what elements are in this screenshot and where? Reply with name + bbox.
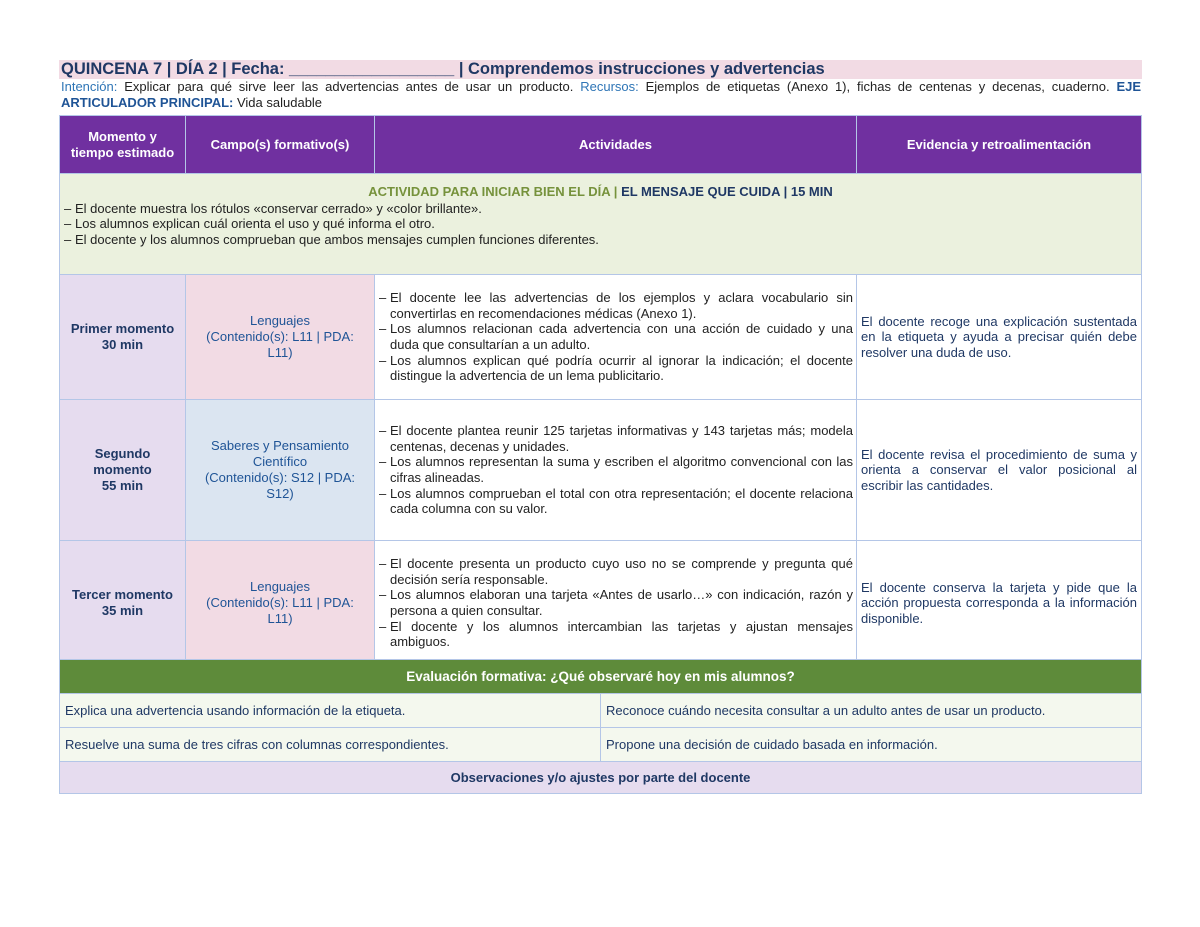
resources-label: Recursos:: [580, 79, 639, 94]
field-cell: Lenguajes (Contenido(s): L11 | PDA: L11): [186, 541, 375, 666]
list-item: – Los alumnos explican qué podría ocurrir al ignorar la indicación; el docente distingue la advertencia de un lema publicitario.: [379, 353, 853, 384]
moment-cell: Tercer momento 35 min: [60, 541, 186, 666]
start-activity-list: [64, 201, 1137, 248]
evidence-cell: El docente conserva la tarjeta y pide que la acción propuesta corresponda a la información disponible.: [857, 541, 1142, 666]
activities-list: [379, 556, 853, 650]
column-header-evidence: Evidencia y retroalimentación: [857, 116, 1142, 174]
list-item: – El docente muestra los rótulos «conservar cerrado» y «color brillante».: [64, 201, 1137, 217]
evidence-cell: El docente revisa el procedimiento de suma y orienta a conservar el valor posicional al escribir las cantidades.: [857, 400, 1142, 541]
evaluation-item: Reconoce cuándo necesita consultar a un adulto antes de usar un producto.: [601, 694, 1142, 728]
planning-table: [59, 115, 1142, 666]
activities-cell: [375, 541, 857, 666]
list-item: – El docente y los alumnos intercambian las tarjetas y ajustan mensajes ambiguos.: [379, 619, 853, 650]
list-item: – El docente y los alumnos comprueban que ambos mensajes cumplen funciones diferentes.: [64, 232, 1137, 248]
activities-list: [379, 423, 853, 517]
intention-text: Explicar para qué sirve leer las advertencias antes de usar un producto.: [124, 79, 574, 94]
field-cell: Lenguajes (Contenido(s): L11 | PDA: L11): [186, 275, 375, 400]
start-activity-title-part2: EL MENSAJE QUE CUIDA | 15 MIN: [621, 184, 833, 199]
column-header-activities: Actividades: [375, 116, 857, 174]
start-activity-title: [64, 184, 1137, 200]
activities-cell: [375, 275, 857, 400]
intention-label: Intención:: [61, 79, 118, 94]
list-item: – El docente presenta un producto cuyo uso no se comprende y pregunta qué decisión sería responsable.: [379, 556, 853, 587]
evaluation-item: Resuelve una suma de tres cifras con columnas correspondientes.: [60, 728, 601, 762]
start-activity-row: [60, 174, 1142, 275]
moment-cell: Segundo momento 55 min: [60, 400, 186, 541]
field-cell: Saberes y Pensamiento Científico (Contenido(s): S12 | PDA: S12): [186, 400, 375, 541]
observations-title: Observaciones y/o ajustes por parte del docente: [60, 762, 1142, 794]
column-header-moment: Momento y tiempo estimado: [60, 116, 186, 174]
list-item: – Los alumnos representan la suma y escriben el algoritmo convencional con las cifras alineadas.: [379, 454, 853, 485]
activities-cell: [375, 400, 857, 541]
evaluation-item: Propone una decisión de cuidado basada en información.: [601, 728, 1142, 762]
list-item: – Los alumnos elaboran una tarjeta «Antes de usarlo…» con indicación, razón y persona a quien consultar.: [379, 587, 853, 618]
table-row: [60, 541, 1142, 666]
page-title: QUINCENA 7 | DÍA 2 | Fecha: __________________ | Comprendemos instrucciones y advertencias: [61, 60, 825, 78]
column-header-field: Campo(s) formativo(s): [186, 116, 375, 174]
start-activity-title-part1: ACTIVIDAD PARA INICIAR BIEN EL DÍA |: [368, 184, 618, 199]
evidence-cell: El docente recoge una explicación sustentada en la etiqueta y ayuda a precisar quién debe resolver una duda de uso.: [857, 275, 1142, 400]
evaluation-title: Evaluación formativa: ¿Qué observaré hoy en mis alumnos?: [60, 660, 1142, 694]
observations-row: [60, 762, 1142, 794]
list-item: – El docente lee las advertencias de los ejemplos y aclara vocabulario sin convertirlas en recomendaciones médicas (Anexo 1).: [379, 290, 853, 321]
table-row: [60, 400, 1142, 541]
table-row: [60, 694, 1142, 728]
evaluation-table: [59, 659, 1142, 794]
resources-text: Ejemplos de etiquetas (Anexo 1), fichas de centenas y decenas, cuaderno.: [645, 79, 1110, 94]
evaluation-item: Explica una advertencia usando información de la etiqueta.: [60, 694, 601, 728]
activities-list: [379, 290, 853, 384]
list-item: – Los alumnos relacionan cada advertencia con una acción de cuidado y una duda que consultarían a un adulto.: [379, 321, 853, 352]
moment-cell: Primer momento 30 min: [60, 275, 186, 400]
intro-paragraph: [61, 79, 1141, 111]
evaluation-header-row: [60, 660, 1142, 694]
table-row: [60, 275, 1142, 400]
table-header-row: [60, 116, 1142, 174]
axis-text: Vida saludable: [236, 95, 323, 110]
start-activity-cell: [60, 174, 1142, 275]
list-item: – El docente plantea reunir 125 tarjetas informativas y 143 tarjetas más; modela centenas, decenas y unidades.: [379, 423, 853, 454]
axis-label: EJE ARTICULADOR PRINCIPAL:: [61, 79, 1142, 110]
list-item: – Los alumnos explican cuál orienta el uso y qué informa el otro.: [64, 216, 1137, 232]
table-row: [60, 728, 1142, 762]
list-item: – Los alumnos comprueban el total con otra representación; el docente relaciona cada columna con su valor.: [379, 486, 853, 517]
